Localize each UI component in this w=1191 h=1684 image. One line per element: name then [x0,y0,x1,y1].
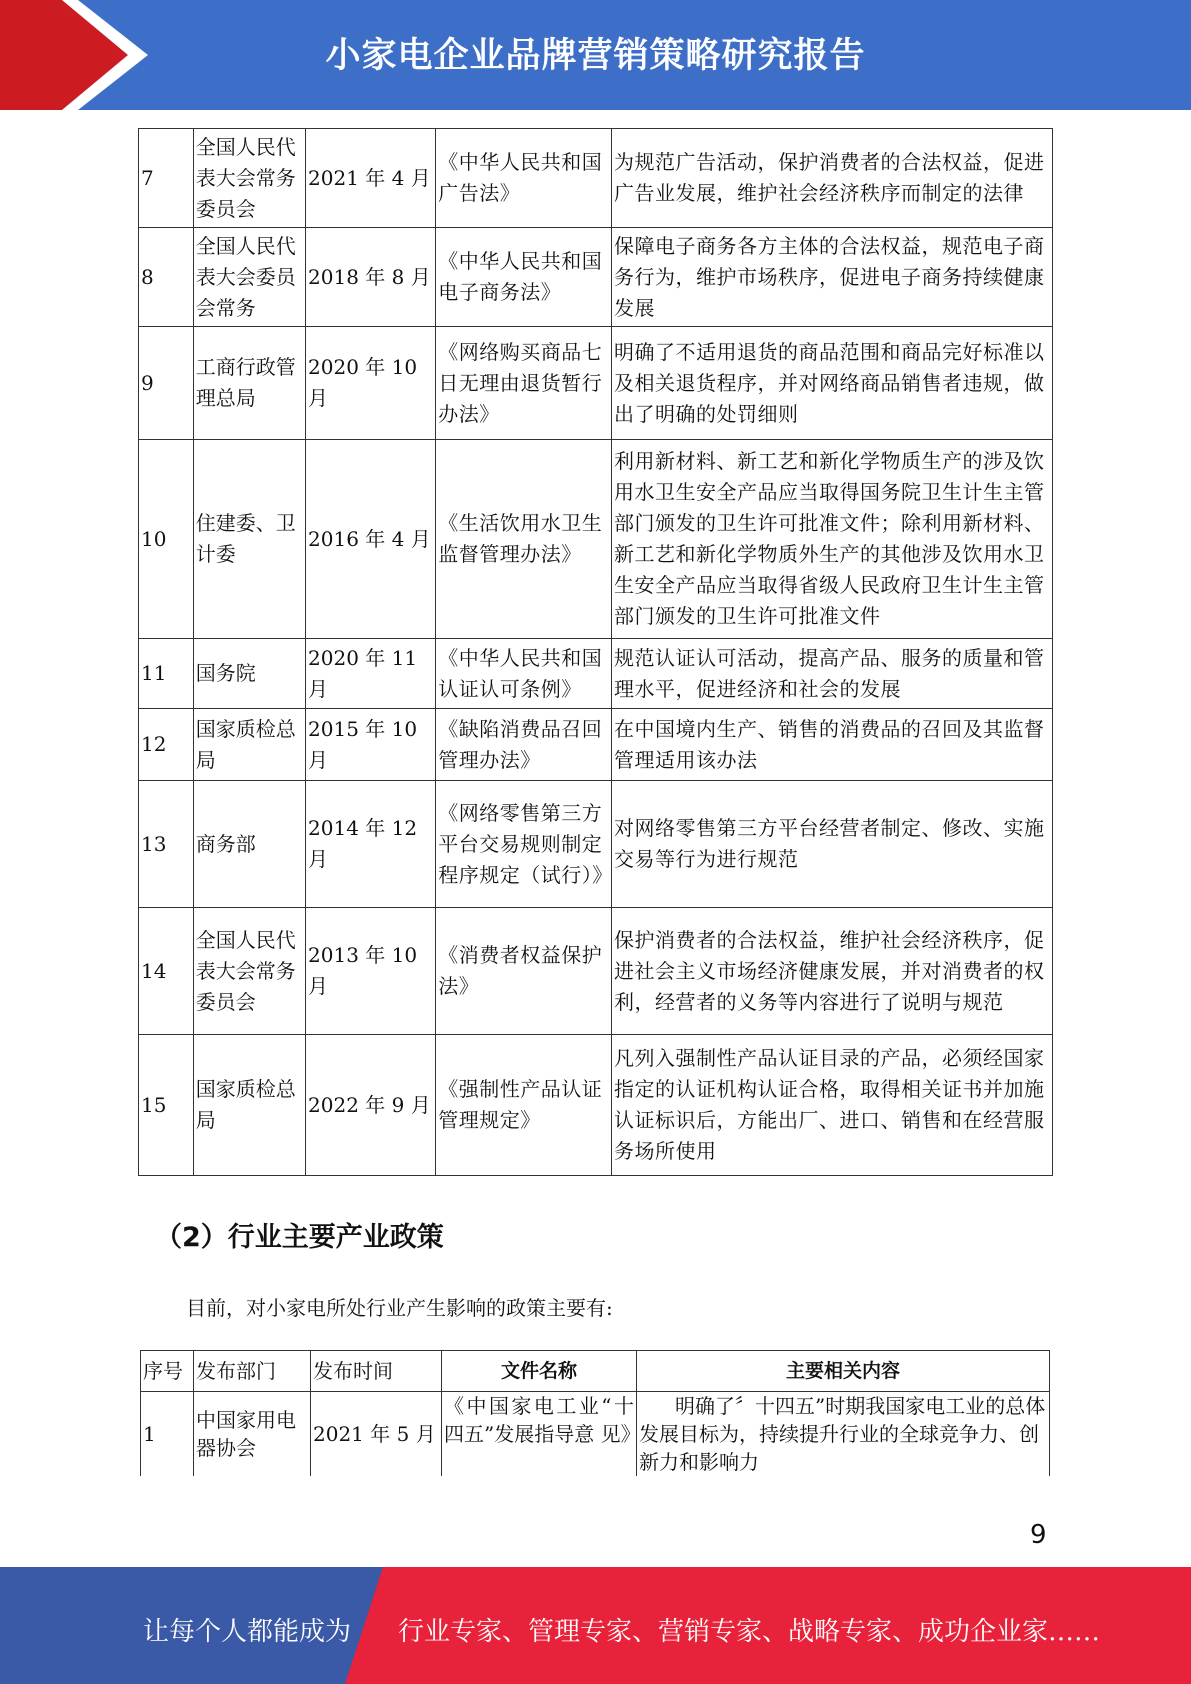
main-content: 对网络零售第三方平台经营者制定、修改、实施交易等行为进行规范 [612,781,1053,908]
page-footer [0,1567,1191,1684]
table-row [139,129,1053,228]
issue-date: 2021 年 4 月 [306,129,436,228]
document-name: 《网络购买商品七日无理由退货暂行办法》 [436,327,612,440]
main-content: 明确了〞十四五”时期我国家电工业的总体 发展目标为，持续提升行业的全球竞争力、创新力和影响力 [637,1392,1050,1477]
main-content: 保障电子商务各方主体的合法权益，规范电子商务行为，维护市场秩序，促进电子商务持续健康发展 [612,228,1053,327]
document-name: 《中华人民共和国广告法》 [436,129,612,228]
footer-slogan-left: 让每个人都能成为 [143,1617,352,1647]
table-row [139,781,1053,908]
row-number: 12 [139,709,194,781]
row-number: 1 [141,1392,194,1477]
issue-date: 2015 年 10 月 [306,709,436,781]
section-intro: 目前，对小家电所处行业产生影响的政策主要有: [186,1296,613,1320]
header-department: 发布部门 [194,1351,311,1392]
table-row [139,440,1053,639]
document-name: 《中华人民共和国认证认可条例》 [436,639,612,709]
main-content: 规范认证认可活动，提高产品、服务的质量和管理水平，促进经济和社会的发展 [612,639,1053,709]
document-name: 《生活饮用水卫生监督管理办法》 [436,440,612,639]
issuing-department: 国家质检总局 [193,1035,305,1176]
issue-date: 2018 年 8 月 [306,228,436,327]
row-number: 10 [139,440,194,639]
table-row [139,228,1053,327]
issuing-department: 住建委、卫计委 [193,440,305,639]
issuing-department: 商务部 [193,781,305,908]
page-number: 9 [1030,1520,1047,1550]
row-number: 13 [139,781,194,908]
regulations-table [138,128,1053,1176]
row-number: 7 [139,129,194,228]
header-document-name: 文件名称 [442,1351,637,1392]
issuing-department: 全国人民代表大会常务委员会 [193,129,305,228]
issue-date: 2013 年 10 月 [306,908,436,1035]
document-name: 《强制性产品认证管理规定》 [436,1035,612,1176]
footer-slogan-right: 行业专家、管理专家、营销专家、战略专家、成功企业家…… [398,1617,1101,1647]
issue-date: 2022 年 9 月 [306,1035,436,1176]
document-name: 《网络零售第三方平台交易规则制定程序规定（试行）》 [436,781,612,908]
issuing-department: 全国人民代表大会委员会常务 [193,228,305,327]
row-number: 9 [139,327,194,440]
header-index: 序号 [141,1351,194,1392]
document-name: 《中华人民共和国电子商务法》 [436,228,612,327]
industry-policy-table [140,1350,1050,1476]
row-number: 15 [139,1035,194,1176]
document-name: 《消费者权益保护法》 [436,908,612,1035]
issuing-department: 全国人民代表大会常务委员会 [193,908,305,1035]
page-header [0,0,1191,110]
issue-date: 2020 年 10 月 [306,327,436,440]
header-date: 发布时间 [311,1351,442,1392]
report-title: 小家电企业品牌营销策略研究报告 [325,36,866,76]
main-content: 明确了不适用退货的商品范围和商品完好标准以及相关退货程序，并对网络商品销售者违规，做出了明确的处罚细则 [612,327,1053,440]
main-content: 在中国境内生产、销售的消费品的召回及其监督管理适用该办法 [612,709,1053,781]
table-row [139,639,1053,709]
issuing-department: 国家质检总局 [193,709,305,781]
document-name: 《中国家电工业“十 四五”发展指导意 见》 [442,1392,637,1477]
issuing-department: 工商行政管理总局 [193,327,305,440]
main-content: 为规范广告活动，保护消费者的合法权益，促进广告业发展，维护社会经济秩序而制定的法律 [612,129,1053,228]
table-row [139,1035,1053,1176]
row-number: 8 [139,228,194,327]
issuing-department: 国务院 [193,639,305,709]
main-content: 凡列入强制性产品认证目录的产品，必须经国家指定的认证机构认证合格，取得相关证书并加施认证标识后，方能出厂、进口、销售和在经营服务场所使用 [612,1035,1053,1176]
issue-date: 2014 年 12 月 [306,781,436,908]
table-row [139,908,1053,1035]
issue-date: 2021 年 5 月 [311,1392,442,1477]
issue-date: 2020 年 11 月 [306,639,436,709]
issue-date: 2016 年 4 月 [306,440,436,639]
row-number: 11 [139,639,194,709]
main-content: 保护消费者的合法权益，维护社会经济秩序，促进社会主义市场经济健康发展，并对消费者的权利，经营者的义务等内容进行了说明与规范 [612,908,1053,1035]
row-number: 14 [139,908,194,1035]
table-row [141,1392,1050,1477]
header-main-content: 主要相关内容 [637,1351,1050,1392]
issuing-department: 中国家用电器协会 [194,1392,311,1477]
table-header-row [141,1351,1050,1392]
table-row [139,709,1053,781]
document-name: 《缺陷消费品召回管理办法》 [436,709,612,781]
main-content: 利用新材料、新工艺和新化学物质生产的涉及饮用水卫生安全产品应当取得国务院卫生计生主管部门颁发的卫生许可批准文件；除利用新材料、新工艺和新化学物质外生产的其他涉及饮用水卫生安全产品应当取得省级人民政府卫生计生主管部门颁发的卫生许可批准文件 [612,440,1053,639]
table-row [139,327,1053,440]
section-heading: （2）行业主要产业政策 [155,1222,444,1253]
